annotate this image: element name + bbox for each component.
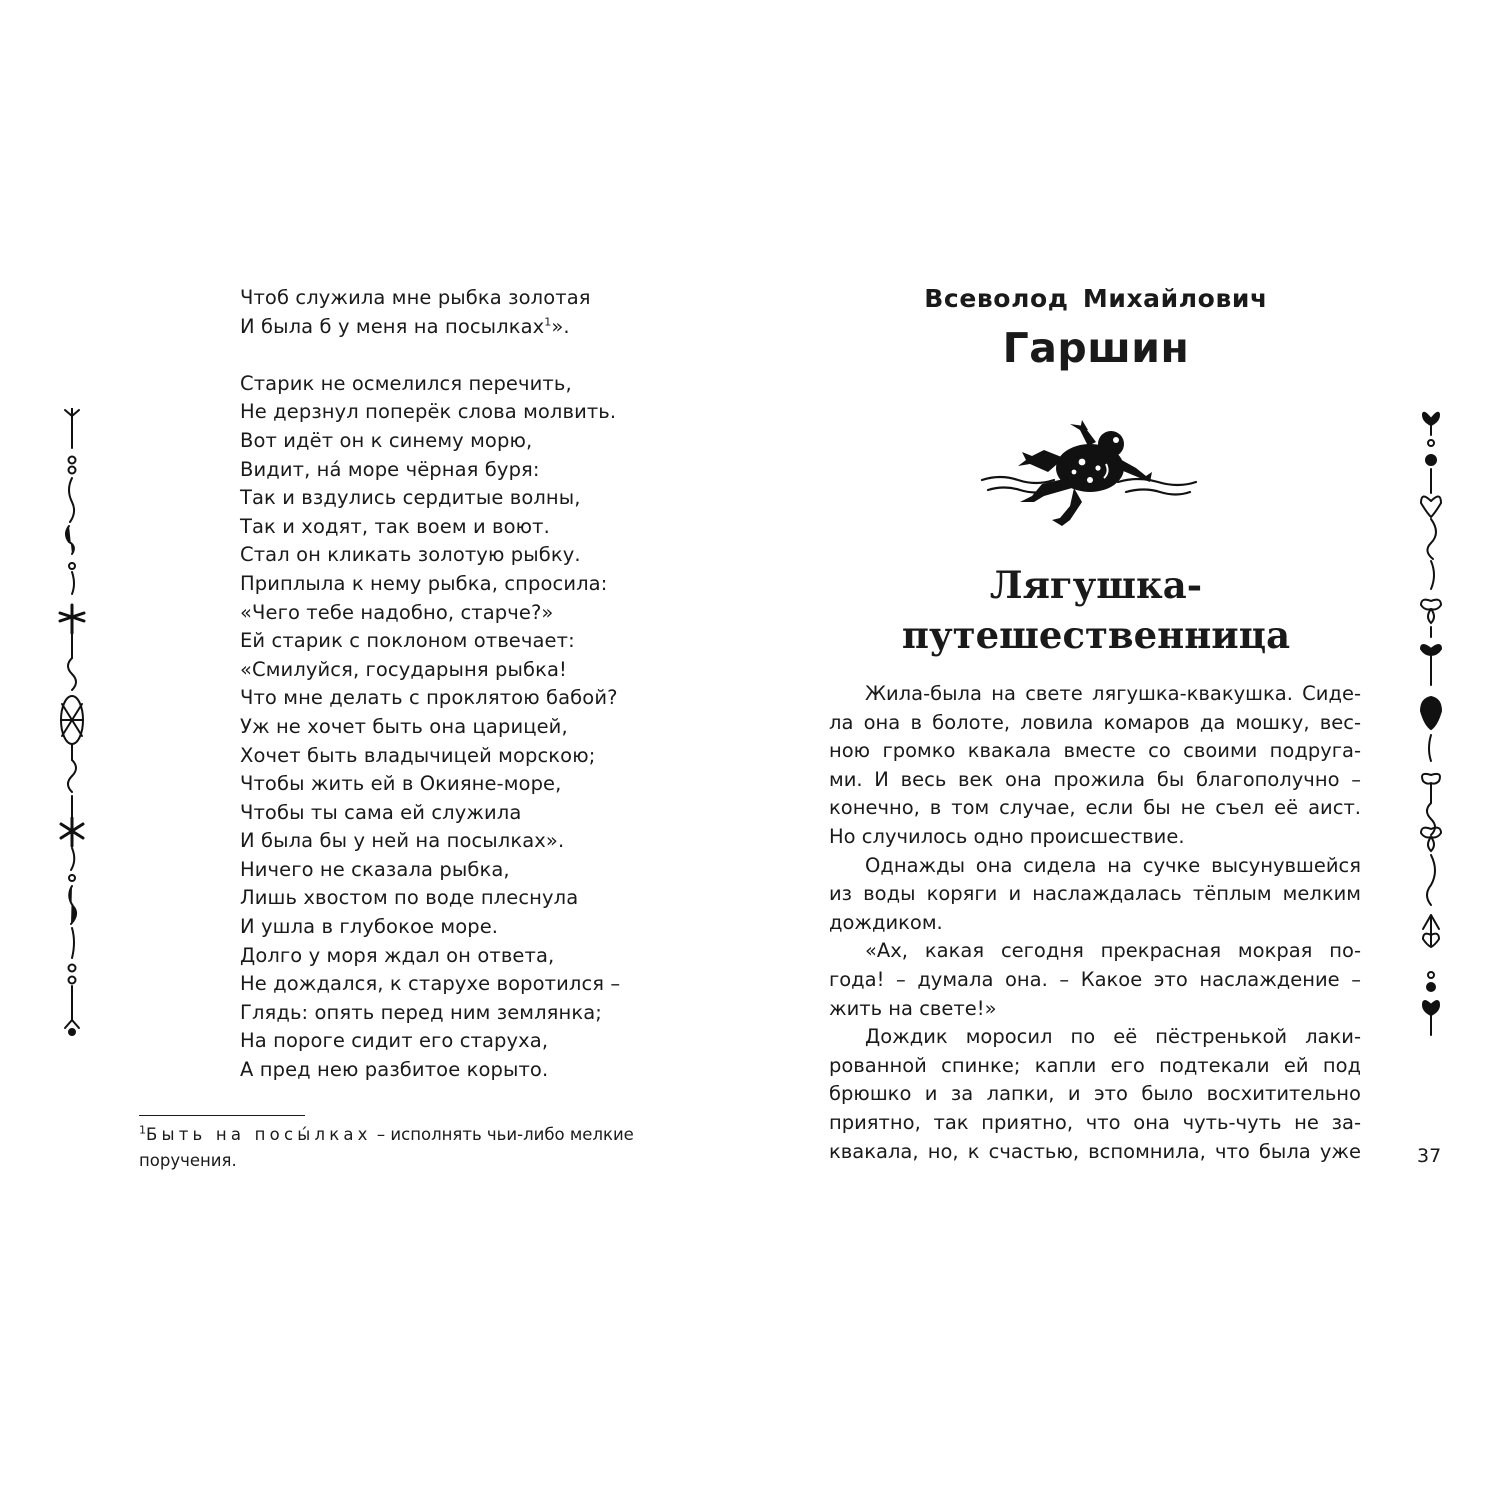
verse-line: Ничего не сказала рыбка,: [240, 857, 510, 881]
verse-line: Чтоб служила мне рыбка золотая: [240, 286, 591, 309]
verse-line-with-footnote: [240, 313, 660, 342]
verse-line: «Чего тебе надобно, старче?»: [240, 600, 554, 624]
story-title-line-2: путешественница: [901, 613, 1291, 657]
verse-line: Глядь: опять перед ним землянка;: [240, 1000, 602, 1024]
author-first-name: Всеволод Михайлович: [924, 284, 1268, 313]
story-line: ною громко квакала вместе со своими подруга-: [829, 739, 1361, 763]
verse-line: Вот идёт он к синему морю,: [240, 428, 533, 452]
story-title: [830, 560, 1362, 660]
verse-line: «Смилуйся, государыня рыбка!: [240, 657, 567, 681]
story-line: приятно, так приятно, что она чуть-чуть не за-: [829, 1110, 1361, 1134]
story-line: «Ах, какая сегодня прекрасная мокрая по-: [865, 939, 1361, 963]
verse-line: Стал он кликать золотую рыбку.: [240, 543, 581, 567]
verse-line-text: И была б у меня на посылках: [240, 314, 545, 338]
verse-line: Так и ходят, так воем и воют.: [240, 514, 550, 538]
story-line: Жила-была на свете лягушка-квакушка. Сиде-: [865, 682, 1361, 705]
verse-line: Долго у моря ждал он ответа,: [240, 943, 555, 967]
verse-line: А пред нею разбитое корыто.: [240, 1058, 549, 1082]
story-title-line-1: Лягушка-: [989, 563, 1203, 607]
frog-illustration-icon: [978, 418, 1198, 530]
verse-line: Чтобы жить ей в Окияне-море,: [240, 772, 562, 796]
verse-line: И была бы у ней на посылках».: [240, 829, 565, 853]
stanza-1: [240, 284, 660, 341]
verse-line: Уж не хочет быть она царицей,: [240, 714, 568, 738]
story-line: года! – думала она. – Какое это наслаждение –: [829, 967, 1361, 991]
footnote-mark: 1: [139, 1123, 146, 1137]
story-line: ла она в болоте, ловила комаров да мошку, вес-: [829, 710, 1361, 734]
footnote-reference: 1: [544, 315, 552, 329]
verse-line: Не дерзнул поперёк слова молвить.: [240, 400, 617, 424]
verse-line: На пороге сидит его старуха,: [240, 1029, 549, 1053]
story-text: [829, 680, 1361, 1166]
footnote-definition: – исполнять чьи-либо мелкие поручения.: [139, 1125, 634, 1170]
verse-line: Ей старик с поклоном отвечает:: [240, 629, 575, 653]
story-line: дождиком.: [829, 910, 943, 934]
story-line: конечно, в том случае, если бы не съел её аист.: [829, 796, 1361, 820]
footnote-term: Быть на посы́лках: [146, 1125, 372, 1144]
story-line: ми. И весь век она прожила бы благополучно –: [829, 767, 1361, 791]
footnote: [139, 1122, 699, 1174]
verse-line: Лишь хвостом по воде плеснула: [240, 886, 579, 910]
verse-line: Не дождался, к старухе воротился –: [240, 972, 621, 996]
verse-line: И ушла в глубокое море.: [240, 915, 499, 939]
story-line: из воды коряги и наслаждалась тёплым мелким: [829, 882, 1361, 906]
verse-line: Приплыла к нему рыбка, спросила:: [240, 571, 608, 595]
story-line: квакала, но, к счастью, вспомнила, что была уже: [829, 1139, 1361, 1163]
story-line: брюшко и за лапки, и это было восхитительно: [829, 1082, 1361, 1106]
stanza-2: [240, 370, 660, 1085]
story-line: Однажды она сидела на сучке высунувшейся: [865, 853, 1361, 877]
poem-text: [240, 284, 660, 1085]
verse-line-punctuation: ».: [551, 314, 570, 338]
verse-line: Видит, на́ море чёрная буря:: [240, 457, 540, 481]
story-line: рованной спинке; капли его подтекали ей под: [829, 1053, 1361, 1077]
story-line: жить на свете!»: [829, 996, 997, 1020]
verse-line: Что мне делать с проклятою бабой?: [240, 686, 618, 710]
page-number: 37: [1417, 1145, 1442, 1167]
story-line: Но случилось одно происшествие.: [829, 824, 1185, 848]
floral-border-right-icon: [1416, 405, 1446, 1040]
verse-line: Чтобы ты сама ей служила: [240, 800, 522, 824]
verse-line: Хочет быть владычицей морскою;: [240, 743, 596, 767]
floral-border-left-icon: [57, 408, 87, 1043]
story-line: Дождик моросил по её пёстренькой лаки-: [865, 1025, 1361, 1049]
verse-line: Старик не осмелился перечить,: [240, 371, 572, 395]
author-last-name: Гаршин: [1002, 324, 1190, 372]
verse-line: Так и вздулись сердитые волны,: [240, 486, 581, 510]
footnote-divider: [139, 1115, 305, 1116]
